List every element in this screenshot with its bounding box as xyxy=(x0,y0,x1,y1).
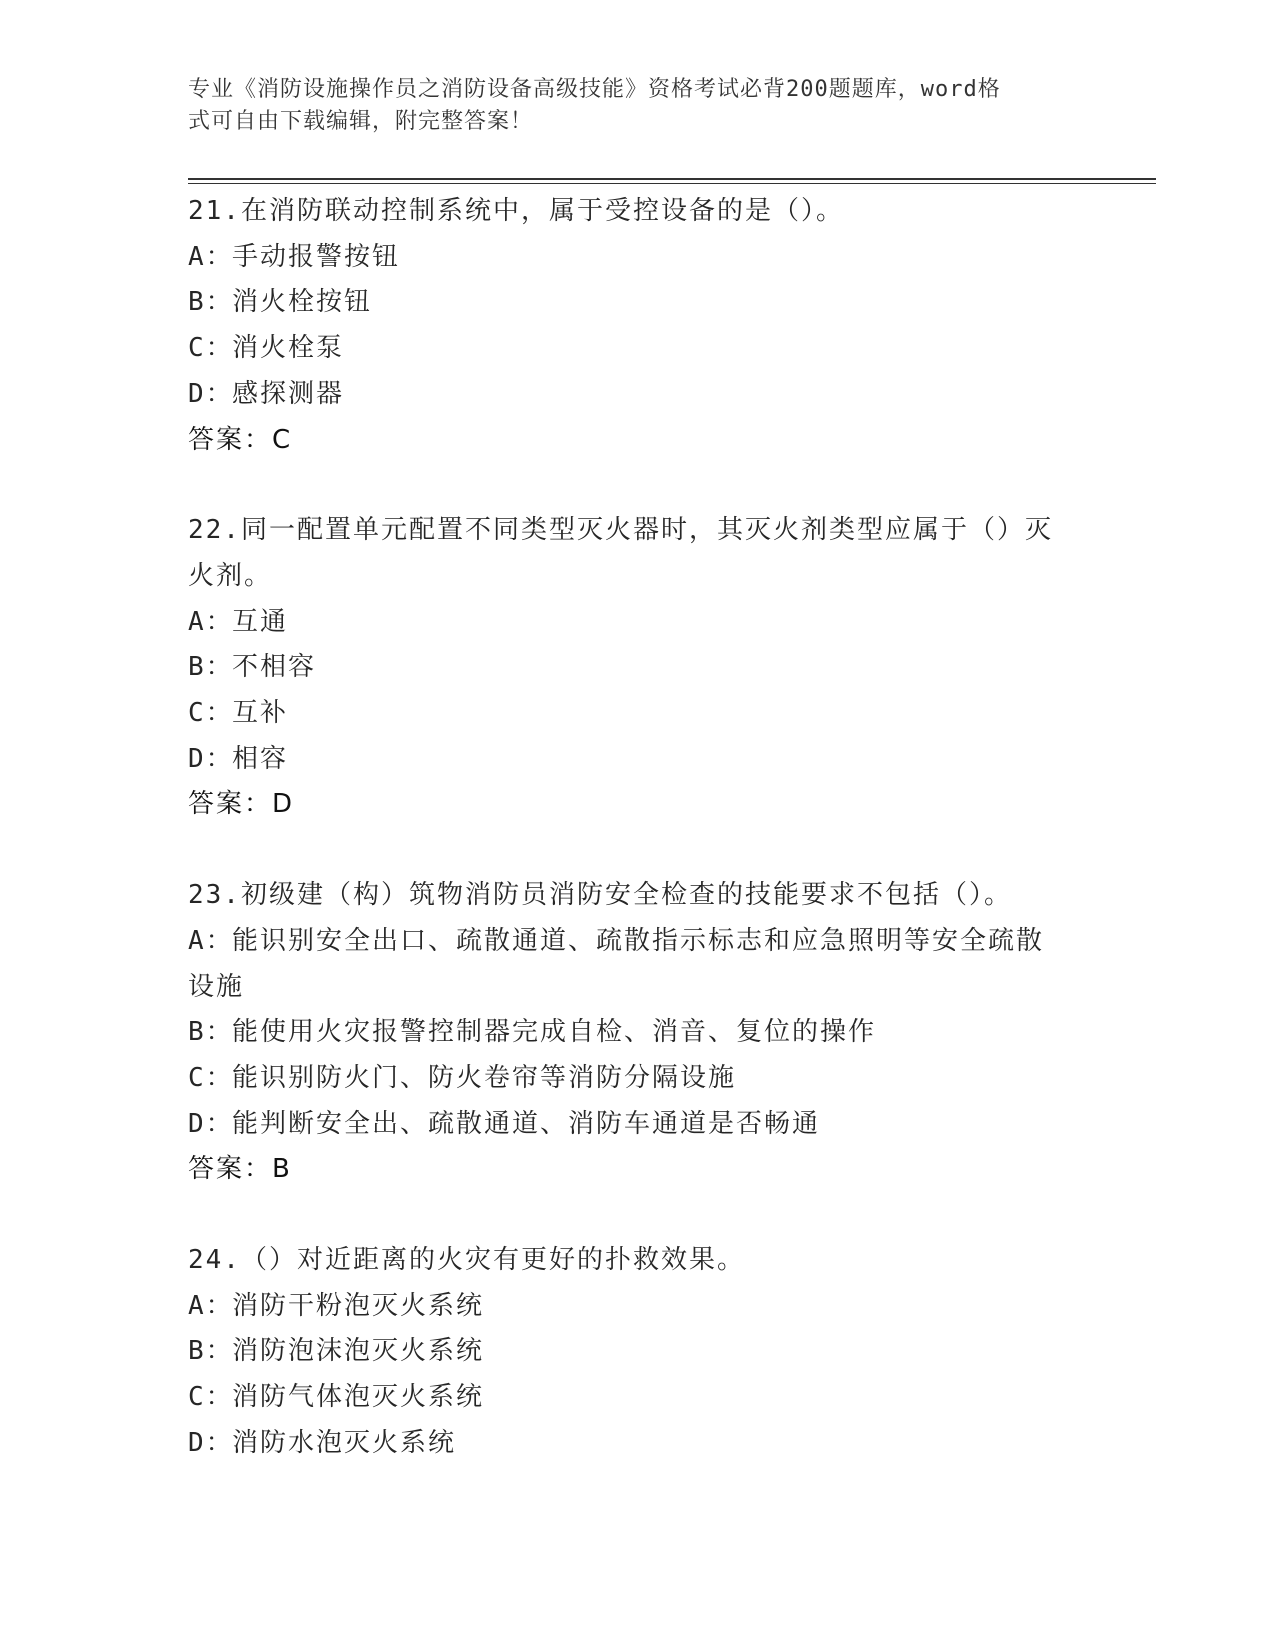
answer-line: 答案：D xyxy=(188,789,295,820)
question-list xyxy=(188,189,1088,1467)
option-b xyxy=(188,280,1088,326)
question-24 xyxy=(188,1238,1088,1467)
question-spacer xyxy=(188,828,1088,873)
option-c xyxy=(188,1056,1088,1102)
option-letter: A： xyxy=(188,241,234,272)
option-d xyxy=(188,1102,1088,1148)
option-letter: D： xyxy=(188,743,234,774)
option-letter: C： xyxy=(188,698,234,729)
header-divider-thin xyxy=(188,183,1156,184)
option-text: 互通 xyxy=(232,606,289,637)
option-text: 不相容 xyxy=(232,652,317,683)
question-23 xyxy=(188,873,1088,1193)
option-a xyxy=(188,1284,1088,1330)
question-stem: 24.（）对近距离的火灾有更好的扑救效果。 xyxy=(188,1245,745,1276)
question-stem: 21.在消防联动控制系统中，属于受控设备的是（）。 xyxy=(188,196,844,226)
option-text: 能识别安全出口、疏散通道、疏散指示标志和应急照明等安全疏散 xyxy=(232,925,1045,956)
option-letter: A： xyxy=(188,925,234,956)
option-text: 消防气体泡灭火系统 xyxy=(232,1382,485,1413)
option-b xyxy=(188,1329,1088,1375)
option-text: 感探测器 xyxy=(232,378,345,409)
option-text: 手动报警按钮 xyxy=(232,241,401,272)
option-text: 能使用火灾报警控制器完成自检、消音、复位的操作 xyxy=(232,1017,877,1048)
answer-line: 答案：B xyxy=(188,1154,292,1185)
option-d xyxy=(188,1421,1088,1467)
option-text: 能识别防火门、防火卷帘等消防分隔设施 xyxy=(232,1062,737,1093)
option-text: 消防干粉泡灭火系统 xyxy=(232,1290,485,1321)
option-letter: D： xyxy=(188,1427,234,1458)
question-spacer xyxy=(188,1193,1088,1238)
option-b xyxy=(188,1010,1088,1056)
option-letter: A： xyxy=(188,606,234,637)
option-a xyxy=(188,235,1088,281)
option-d xyxy=(188,372,1088,418)
option-c xyxy=(188,691,1088,737)
option-letter: B： xyxy=(188,652,234,683)
option-letter: D： xyxy=(188,378,234,409)
option-text: 能判断安全出、疏散通道、消防车通道是否畅通 xyxy=(232,1108,821,1139)
header-line-1: 专业《消防设施操作员之消防设备高级技能》资格考试必背200题题库，word格 xyxy=(188,77,1001,102)
option-text: 互补 xyxy=(232,698,289,729)
question-stem-continued: 火剂。 xyxy=(188,560,273,591)
option-c xyxy=(188,1375,1088,1421)
option-d xyxy=(188,737,1088,783)
option-letter: C： xyxy=(188,333,234,364)
header-divider-thick xyxy=(188,178,1156,180)
question-stem: 23.初级建（构）筑物消防员消防安全检查的技能要求不包括（）。 xyxy=(188,880,1012,911)
option-letter: A： xyxy=(188,1290,234,1321)
document-header xyxy=(188,74,1068,138)
question-22 xyxy=(188,508,1088,828)
option-text: 消火栓泵 xyxy=(232,333,345,364)
option-letter: B： xyxy=(188,1336,234,1367)
option-letter: B： xyxy=(188,1017,234,1048)
option-text: 消火栓按钮 xyxy=(232,287,373,318)
option-text: 相容 xyxy=(232,743,289,774)
option-b xyxy=(188,645,1088,691)
option-a xyxy=(188,919,1088,965)
option-c xyxy=(188,326,1088,372)
option-letter: B： xyxy=(188,287,234,318)
option-letter: C： xyxy=(188,1062,234,1093)
answer-line: 答案：C xyxy=(188,424,293,455)
option-letter: D： xyxy=(188,1108,234,1139)
option-text: 消防泡沫泡灭火系统 xyxy=(232,1336,485,1367)
option-letter: C： xyxy=(188,1382,234,1413)
question-stem: 22.同一配置单元配置不同类型灭火器时，其灭火剂类型应属于（）灭 xyxy=(188,515,1053,546)
option-a xyxy=(188,600,1088,646)
option-a-continued: 设施 xyxy=(188,971,245,1002)
option-text: 消防水泡灭火系统 xyxy=(232,1427,457,1458)
header-line-2: 式可自由下载编辑，附完整答案！ xyxy=(188,109,534,134)
question-spacer xyxy=(188,463,1088,508)
question-21 xyxy=(188,189,1088,463)
